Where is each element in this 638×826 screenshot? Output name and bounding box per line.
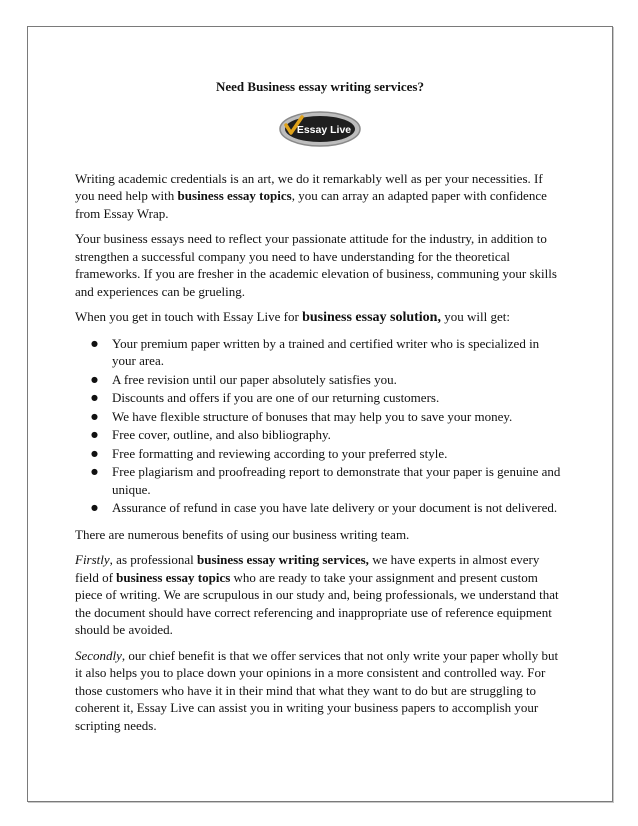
list-item: ● We have flexible structure of bonuses that may help you to save your money.	[112, 408, 565, 426]
list-item: ● A free revision until our paper absolutely satisfies you.	[112, 371, 565, 389]
benefits-list	[75, 335, 565, 517]
list-item: ● Your premium paper written by a trained and certified writer who is specialized in your area.	[112, 335, 565, 370]
list-item: ● Free formatting and reviewing according to your preferred style.	[112, 445, 565, 463]
list-item: ● Free cover, outline, and also bibliography.	[112, 426, 565, 444]
paragraph-firstly: Firstly, as professional business essay writing services, we have experts in almost every field of business essay topics who are ready to take your assignment and present custom piece of writing. We are scrupulous in our study and, being professionals, we understand that the document should have correct referencing and inappropriate use of reference equipment should be avoided.	[75, 552, 559, 637]
document-title: Need Business essay writing services?	[216, 79, 424, 94]
paragraph-intro: Writing academic credentials is an art, we do it remarkably well as per your necessities. If you need help with business essay topics, you can array an adapted paper with confidence from Essay Wrap.	[75, 170, 547, 221]
paragraph-secondly: Secondly, our chief benefit is that we offer services that not only write your paper wholly but it also helps you to place down your opinions in a more consistent and controlled way. For those customers who have it in their mind that what they want to do but are struggling to coherent it, Essay Live can assist you in writing your business papers to accomplish your scripting needs.	[75, 647, 559, 733]
document-body	[75, 78, 565, 742]
logo-text: Essay Live	[296, 123, 352, 136]
list-item: ● Discounts and offers if you are one of our returning customers.	[112, 389, 565, 407]
list-item: ● Free plagiarism and proofreading report to demonstrate that your paper is genuine and unique.	[112, 463, 565, 498]
essay-live-logo	[278, 110, 362, 148]
paragraph-contact: When you get in touch with Essay Live for business essay solution, you will get:	[75, 309, 510, 325]
logo-container	[75, 110, 565, 148]
paragraph-benefits: There are numerous benefits of using our business writing team.	[75, 526, 410, 542]
paragraph-business-essays: Your business essays need to reflect your passionate attitude for the industry, in addition to strengthen a successful company you need to have understanding for the theoretical frameworks. If you are fresher in the academic elevation of business, communing your skills and experiences can be grueling.	[75, 231, 557, 299]
list-item: ● Assurance of refund in case you have late delivery or your document is not delivered.	[112, 499, 565, 517]
